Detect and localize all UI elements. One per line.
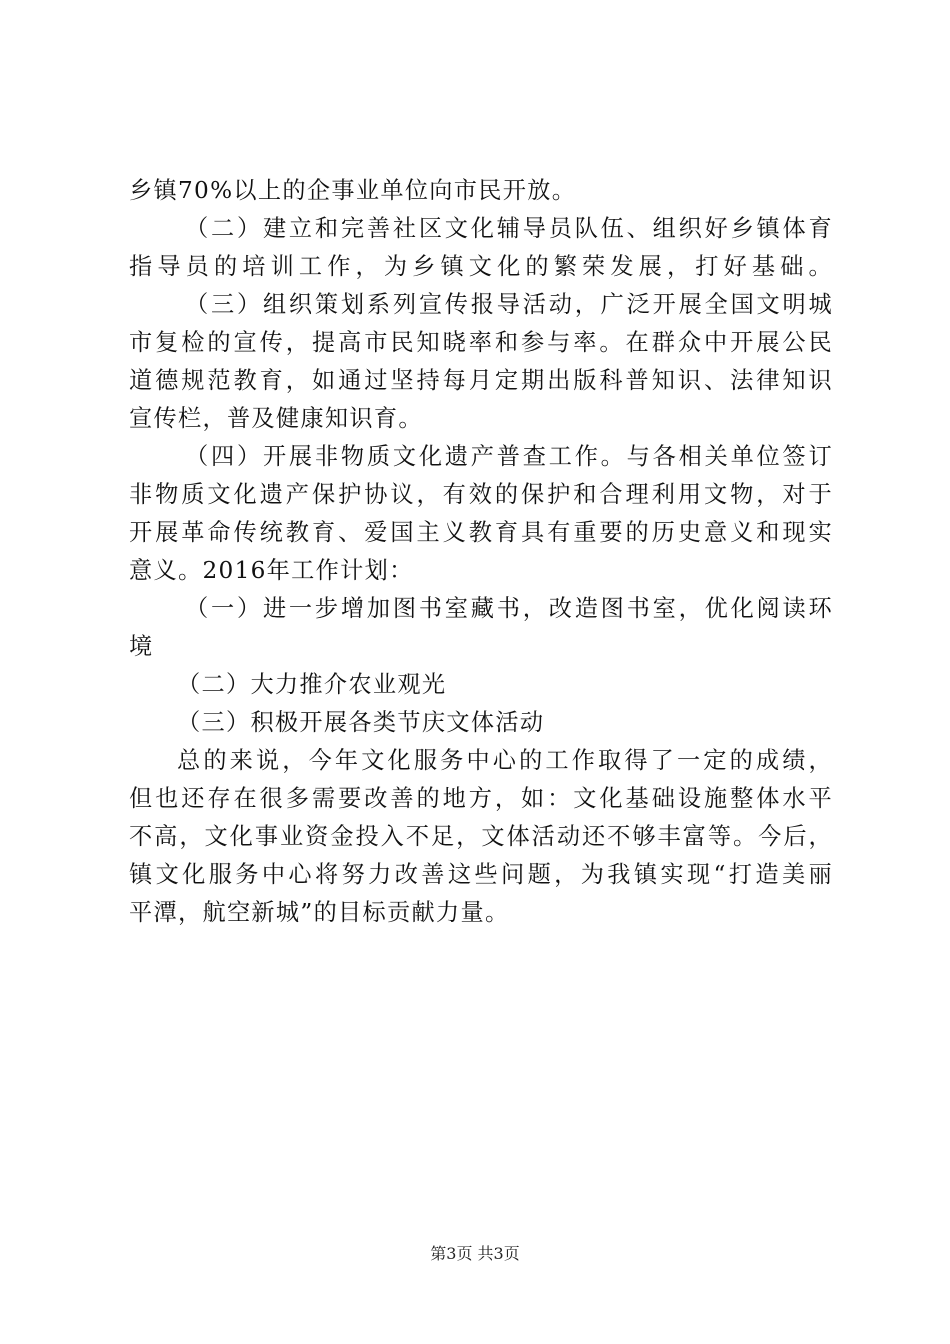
text-line: 镇文化服务中心将努力改善这些问题，为我镇实现“打造美丽	[129, 861, 833, 888]
text-line: 道德规范教育，如通过坚持每月定期出版科普知识、法律知识	[129, 367, 833, 394]
text-line: 宣传栏，普及健康知识育。	[129, 405, 423, 432]
text-line: （三）积极开展各类节庆文体活动	[177, 709, 545, 736]
text-line: 境	[129, 633, 154, 660]
text-line: （三）组织策划系列宣传报导活动，广泛开展全国文明城	[185, 291, 833, 318]
text-line: 不高，文化事业资金投入不足，文体活动还不够丰富等。今后，	[129, 823, 833, 850]
document-body	[129, 172, 833, 932]
text-line: 总的来说，今年文化服务中心的工作取得了一定的成绩，	[177, 747, 833, 774]
text-line: 但也还存在很多需要改善的地方，如：文化基础设施整体水平	[129, 785, 833, 812]
page-number-footer: 第3页 共3页	[430, 1244, 520, 1263]
text-line: （一）进一步增加图书室藏书，改造图书室，优化阅读环	[185, 595, 833, 622]
text-line: 平潭，航空新城”的目标贡献力量。	[129, 899, 510, 926]
text-line: 指导员的培训工作，为乡镇文化的繁荣发展，打好基础。	[129, 253, 833, 280]
text-line: （四）开展非物质文化遗产普查工作。与各相关单位签订	[185, 443, 833, 470]
text-line: 市复检的宣传，提高市民知晓率和参与率。在群众中开展公民	[129, 329, 833, 356]
text-line: 开展革命传统教育、爱国主义教育具有重要的历史意义和现实	[129, 519, 833, 546]
text-line: （二）大力推介农业观光	[177, 671, 447, 698]
text-line: （二）建立和完善社区文化辅导员队伍、组织好乡镇体育	[185, 215, 833, 242]
text-line: 乡镇70%以上的企事业单位向市民开放。	[129, 177, 577, 204]
text-line: 非物质文化遗产保护协议，有效的保护和合理利用文物，对于	[129, 481, 833, 508]
text-line: 意义。2016年工作计划：	[129, 557, 414, 584]
